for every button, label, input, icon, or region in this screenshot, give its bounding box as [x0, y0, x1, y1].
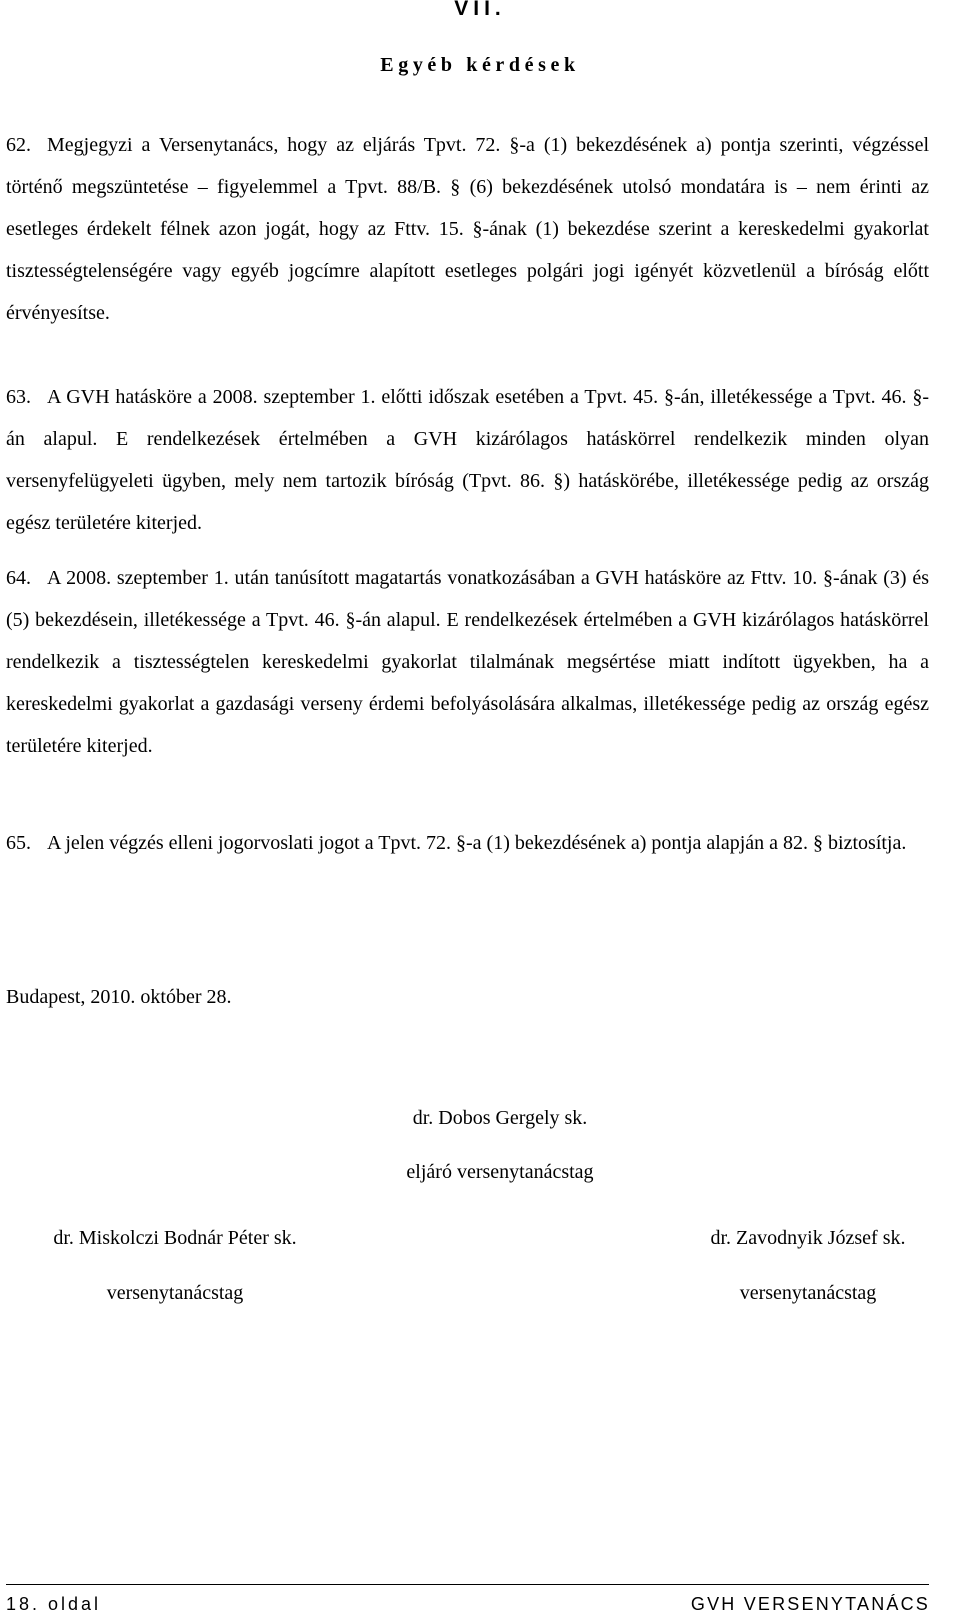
- place-and-date: Budapest, 2010. október 28.: [6, 986, 232, 1008]
- paragraph-text: A jelen végzés elleni jogorvoslati jogot a Tpvt. 72. §-a (1) bekezdésének a) pontja alapján a 82. § biztosítja.: [47, 832, 907, 854]
- paragraph-number: 63.: [6, 386, 31, 408]
- chapter-number: VII.: [454, 0, 506, 20]
- footer-organization: GVH VERSENYTANÁCS: [690, 1594, 930, 1614]
- signature-main-role: eljáró versenytanácstag: [406, 1161, 594, 1183]
- paragraph-63: [6, 376, 929, 544]
- signature-right-name: dr. Zavodnyik József sk.: [710, 1227, 906, 1249]
- signature-left-role: versenytanácstag: [106, 1282, 244, 1304]
- signature-main-name: dr. Dobos Gergely sk.: [412, 1107, 588, 1129]
- paragraph-number: 62.: [6, 134, 31, 156]
- paragraph-number: 65.: [6, 832, 31, 854]
- paragraph-62: [6, 124, 929, 334]
- footer-divider: [6, 1584, 929, 1585]
- footer-page-number: 18. oldal: [6, 1594, 102, 1614]
- section-title: Egyéb kérdések: [380, 54, 580, 76]
- paragraph-65: [6, 822, 929, 864]
- paragraph-text: Megjegyzi a Versenytanács, hogy az eljárás Tpvt. 72. §-a (1) bekezdésének a) pontja szerinti, végzéssel történő megszüntetése – figyelemmel a Tpvt. 88/B. § (6) bekezdésének utolsó mondatára is – nem érinti az esetleges érdekelt félnek azon jogát, hogy az Fttv. 15. §-ának (1) bekezdése szerint a kereskedelmi gyakorlat tisztességtelenségére vagy egyéb jogcímre alapított esetleges polgári jogi igényét közvetlenül a bíróság előtt érvényesítse.: [6, 134, 929, 324]
- paragraph-64: [6, 557, 929, 767]
- paragraph-number: 64.: [6, 567, 31, 589]
- signature-left-name: dr. Miskolczi Bodnár Péter sk.: [53, 1227, 297, 1249]
- paragraph-text: A GVH hatásköre a 2008. szeptember 1. előtti időszak esetében a Tpvt. 45. §-án, illetékessége a Tpvt. 46. §-án alapul. E rendelkezések értelmében a GVH kizárólagos hatáskörrel rendelkezik minden olyan versenyfelügyeleti ügyben, mely nem tartozik bíróság (Tpvt. 86. §) hatáskörébe, illetékessége pedig az ország egész területére kiterjed.: [6, 386, 929, 534]
- paragraph-text: A 2008. szeptember 1. után tanúsított magatartás vonatkozásában a GVH hatásköre az Fttv. 10. §-ának (3) és (5) bekezdésein, illetékessége a Tpvt. 46. §-án alapul. E rendelkezések értelmében a GVH kizárólagos hatáskörrel rendelkezik a tisztességtelen kereskedelmi gyakorlat tilalmának megsértése miatt indított ügyekben, ha a kereskedelmi gyakorlat a gazdasági verseny érdemi befolyásolására alkalmas, illetékessége pedig az ország egész területére kiterjed.: [6, 567, 929, 757]
- signature-right-role: versenytanácstag: [739, 1282, 877, 1304]
